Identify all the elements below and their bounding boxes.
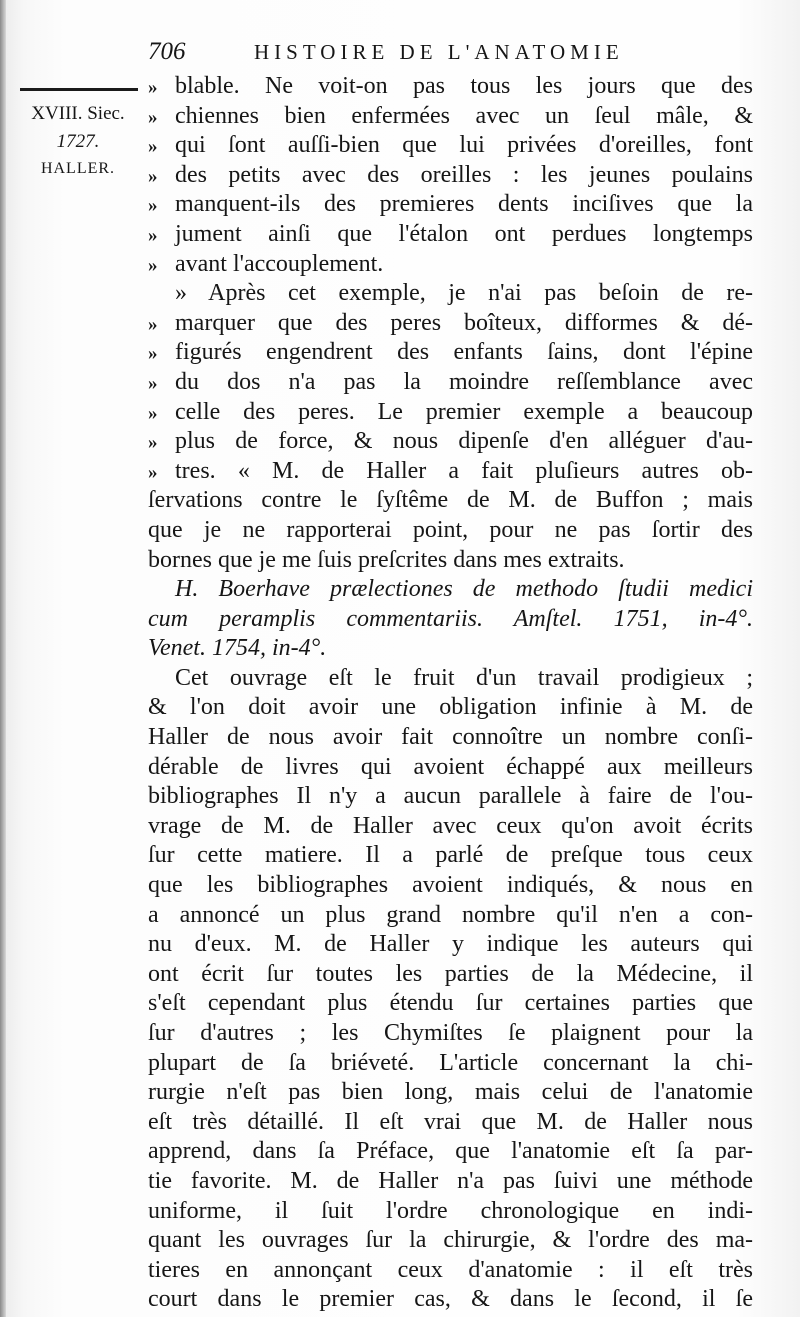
quote-mark: » bbox=[148, 432, 158, 454]
text-line bbox=[148, 279, 753, 309]
text-line-content: ſervations contre le ſyſtême de M. de Buffon ; mais bbox=[148, 487, 753, 514]
text-line bbox=[148, 960, 753, 990]
text-line-content: bornes que je me ſuis preſcrites dans mes extraits. bbox=[148, 546, 625, 573]
text-line bbox=[148, 693, 753, 723]
text-line-content: celle des peres. Le premier exemple a beaucoup bbox=[175, 398, 753, 425]
text-line bbox=[148, 1108, 753, 1138]
text-line-content: tie favorite. M. de Haller n'a pas ſuivi une méthode bbox=[148, 1167, 753, 1194]
text-line-content: cum peramplis commentariis. Amſtel. 1751, in-4°. bbox=[148, 605, 753, 632]
text-line bbox=[148, 753, 753, 783]
text-line-content: ont écrit ſur toutes les parties de la Médecine, il bbox=[148, 960, 753, 987]
margin-author: HALLER. bbox=[40, 160, 116, 177]
text-line bbox=[148, 605, 753, 635]
text-line-content: marquer que des peres boîteux, difformes & dé- bbox=[175, 309, 753, 336]
text-line bbox=[148, 338, 753, 368]
text-line bbox=[148, 989, 753, 1019]
text-line-content: nu d'eux. M. de Haller y indique les auteurs qui bbox=[148, 931, 753, 958]
text-line-content: chiennes bien enfermées avec un ſeul mâle, & bbox=[175, 102, 753, 129]
text-line bbox=[148, 634, 753, 664]
text-line-content: avant l'accouplement. bbox=[175, 250, 384, 277]
text-line bbox=[148, 72, 753, 102]
running-title: HISTOIRE DE L'ANATOMIE bbox=[254, 40, 624, 64]
text-line-content: eſt très détaillé. Il eſt vrai que M. de Haller nous bbox=[148, 1108, 753, 1135]
text-line-content: tres. « M. de Haller a fait pluſieurs autres ob- bbox=[175, 457, 753, 484]
text-line-content: blable. Ne voit-on pas tous les jours que des bbox=[175, 73, 753, 99]
quote-mark: » bbox=[148, 77, 158, 98]
text-line bbox=[148, 575, 753, 605]
text-line-content: court dans le premier cas, & dans le ſecond, il ſe bbox=[148, 1286, 753, 1313]
margin-century: XVIII. Siec. bbox=[31, 103, 125, 124]
text-line-content: des petits avec des oreilles : les jeunes poulains bbox=[175, 161, 753, 188]
text-line-content: plupart de ſa briéveté. L'article concernant la chi- bbox=[148, 1049, 753, 1076]
text-line bbox=[148, 486, 753, 516]
page-number: 706 bbox=[148, 38, 186, 65]
text-line-content: que je ne rapporterai point, pour ne pas ſortir des bbox=[148, 516, 753, 543]
text-line-content: Venet. 1754, in-4°. bbox=[148, 635, 327, 662]
text-line-content: jument ainſi que l'étalon ont perdues longtemps bbox=[175, 220, 753, 247]
text-line bbox=[148, 871, 753, 901]
text-line-content: vrage de M. de Haller avec ceux qu'on avoit écrits bbox=[148, 812, 753, 839]
quote-mark: » bbox=[148, 224, 158, 246]
text-line bbox=[148, 309, 753, 339]
text-line bbox=[148, 723, 753, 753]
quote-mark: » bbox=[148, 136, 158, 158]
text-line bbox=[148, 1226, 753, 1256]
quote-mark: » bbox=[148, 106, 158, 128]
quote-mark: » bbox=[148, 402, 158, 424]
text-line bbox=[148, 664, 753, 694]
quote-mark: » bbox=[148, 313, 158, 335]
quote-mark: » bbox=[148, 195, 158, 217]
text-line bbox=[148, 161, 753, 191]
text-line-content: Cet ouvrage eſt le fruit d'un travail prodigieux ; bbox=[175, 664, 753, 691]
text-line-content: tieres en annonçant ceux d'anatomie : il eſt très bbox=[148, 1256, 753, 1283]
text-line bbox=[148, 1256, 753, 1286]
text-line bbox=[148, 1049, 753, 1079]
text-line bbox=[148, 457, 753, 487]
text-line-content: figurés engendrent des enfants ſains, dont l'épine bbox=[175, 339, 753, 366]
text-line bbox=[148, 782, 753, 812]
page-header bbox=[148, 38, 748, 72]
text-line-content: H. Boerhave prælectiones de methodo ſtudii medici bbox=[175, 576, 753, 603]
text-line-content: rurgie n'eſt pas bien long, mais celui de l'anatomie bbox=[148, 1079, 753, 1106]
text-line-content: dérable de livres qui avoient échappé aux meilleurs bbox=[148, 753, 753, 780]
quote-mark: » bbox=[148, 165, 158, 187]
quote-mark: » bbox=[148, 343, 158, 365]
text-line-content: uniforme, il ſuit l'ordre chronologique en indi- bbox=[148, 1197, 753, 1224]
text-line bbox=[148, 250, 753, 280]
text-line bbox=[148, 368, 753, 398]
text-line bbox=[148, 841, 753, 871]
text-line bbox=[148, 901, 753, 931]
text-line-content: bibliographes Il n'y a aucun parallele à faire de l'ou- bbox=[148, 783, 753, 810]
text-line bbox=[148, 812, 753, 842]
text-line bbox=[148, 427, 753, 457]
text-line bbox=[148, 1285, 753, 1315]
text-line-content: que les bibliographes avoient indiqués, & nous en bbox=[148, 872, 753, 899]
text-line bbox=[148, 190, 753, 220]
text-line bbox=[148, 930, 753, 960]
text-line-content: apprend, dans ſa Préface, que l'anatomie eſt ſa par- bbox=[148, 1138, 753, 1165]
quote-mark: » bbox=[148, 461, 158, 483]
text-line bbox=[148, 1167, 753, 1197]
text-line bbox=[148, 1078, 753, 1108]
quote-mark: » bbox=[148, 254, 158, 276]
margin-year: 1727. bbox=[56, 131, 100, 152]
text-line-content: a annoncé un plus grand nombre qu'il n'en a con- bbox=[148, 901, 753, 928]
text-line bbox=[148, 1197, 753, 1227]
text-line bbox=[148, 546, 753, 576]
text-line-content: plus de force, & nous dipenſe d'en alléguer d'au- bbox=[175, 428, 753, 455]
page-edge-shadow bbox=[0, 0, 6, 1317]
text-line bbox=[148, 102, 753, 132]
text-line bbox=[148, 220, 753, 250]
text-line-content: ſur d'autres ; les Chymiſtes ſe plaignent pour la bbox=[148, 1020, 753, 1046]
text-line bbox=[148, 398, 753, 428]
text-line-content: s'eſt cependant plus étendu ſur certaines parties que bbox=[148, 990, 753, 1017]
margin-rule bbox=[20, 88, 138, 91]
text-line-content: » Après cet exemple, je n'ai pas beſoin de re- bbox=[175, 280, 753, 307]
text-line-content: ſur cette matiere. Il a parlé de preſque tous ceux bbox=[148, 842, 753, 869]
text-line-content: du dos n'a pas la moindre reſſemblance avec bbox=[175, 368, 753, 395]
quote-mark: » bbox=[148, 372, 158, 394]
text-line bbox=[148, 1137, 753, 1167]
text-line-content: Haller de nous avoir fait connoître un nombre conſi- bbox=[148, 724, 753, 751]
body-text bbox=[148, 72, 753, 1315]
text-line-content: quant les ouvrages ſur la chirurgie, & l'ordre des ma- bbox=[148, 1227, 753, 1254]
text-line-content: manquent-ils des premieres dents inciſives que la bbox=[175, 191, 753, 218]
text-line bbox=[148, 131, 753, 161]
text-line bbox=[148, 1019, 753, 1049]
text-line-content: qui ſont auſſi-bien que lui privées d'oreilles, font bbox=[175, 132, 753, 159]
text-line-content: & l'on doit avoir une obligation infinie à M. de bbox=[148, 694, 753, 721]
text-line bbox=[148, 516, 753, 546]
